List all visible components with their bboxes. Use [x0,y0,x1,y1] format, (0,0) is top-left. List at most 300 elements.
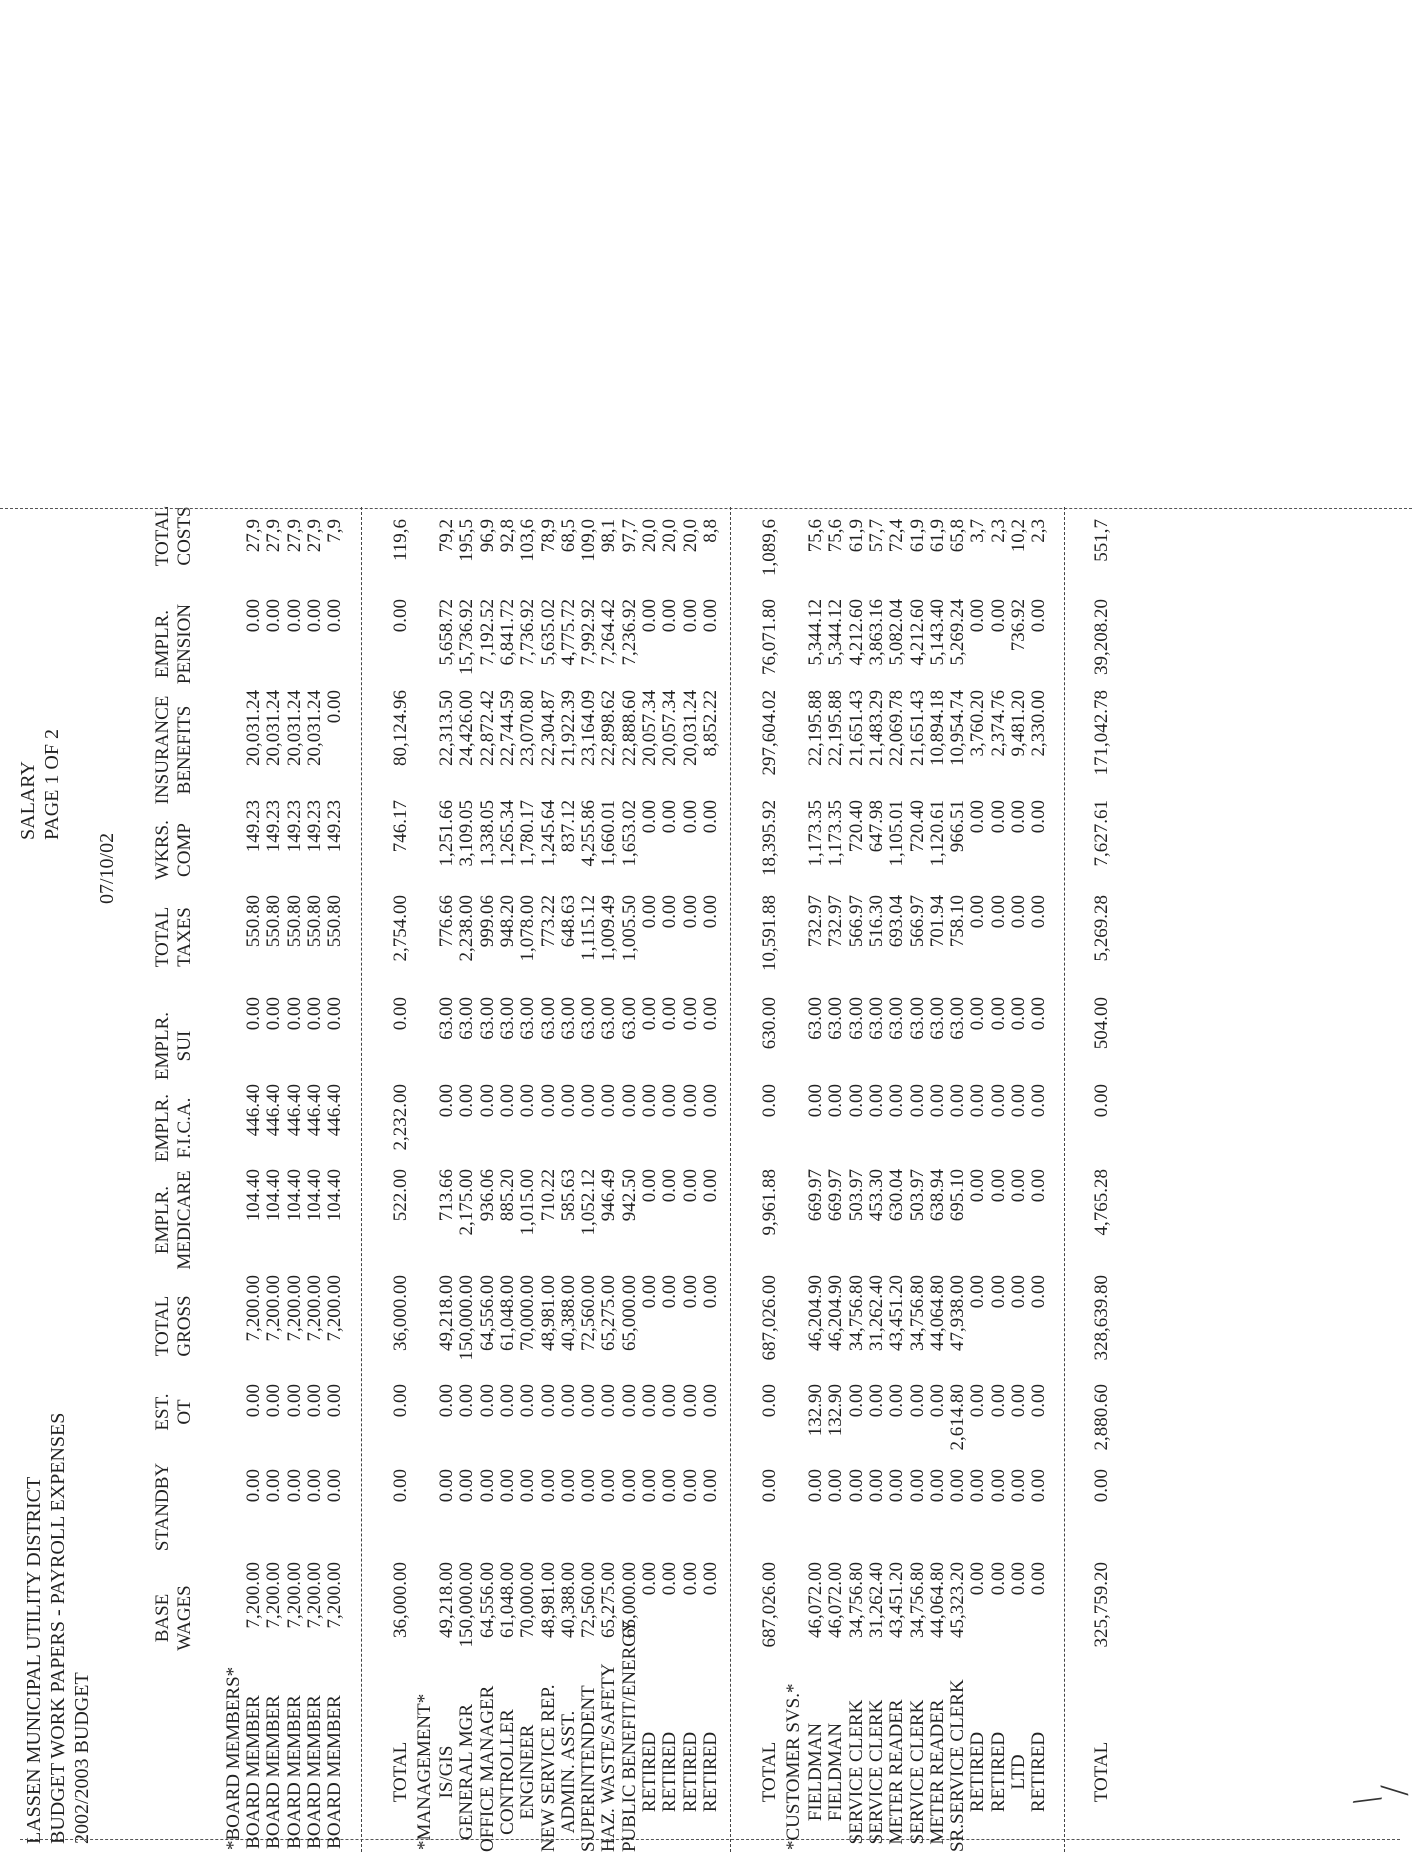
table-row-cell: 65,8 [947,519,969,553]
table-row-cell: 0.00 [639,997,660,1031]
table-row-cell: 20,0 [639,519,660,553]
table-row-cell: 0.00 [699,997,721,1031]
table-row-cell: 0.00 [263,1469,285,1503]
table-row-cell: 0.00 [926,1084,948,1118]
table-row-cell: 446.40 [324,1084,346,1137]
table-row-cell: 49,218.00 [436,1562,457,1638]
table-row-cell: 78,9 [537,519,559,553]
section-divider [361,507,362,1852]
table-row-cell: 104.40 [263,1169,285,1222]
table-row-cell: 0.00 [987,997,1009,1031]
table-row-cell: 638.94 [926,1169,948,1222]
table-row-cell: 2,374.76 [987,690,1009,757]
table-row-cell: 0.00 [496,1384,518,1418]
table-row-cell: 446.40 [263,1084,285,1137]
column-header: OT [174,1399,195,1425]
table-row-cell: 20,0 [659,519,681,553]
table-row-cell: 0.00 [517,1084,539,1118]
table-row-cell: 0.00 [699,1562,721,1596]
table-row-cell: 70,000.00 [517,1275,539,1351]
table-row-cell: 0.00 [1028,800,1050,834]
table-row-cell: 0.00 [243,1469,264,1503]
table-row-cell: 695.10 [947,1169,969,1222]
table-row-cell: 63.00 [886,997,908,1040]
column-header: GROSS [174,1295,195,1357]
table-row-cell: 0.00 [263,599,285,633]
table-row-cell: 630.04 [886,1169,908,1222]
table-row-cell: 1,265.34 [496,800,518,867]
table-row-cell: 0.00 [659,1562,681,1596]
table-row-cell: 0.00 [456,1384,478,1418]
table-row-cell: 0.00 [679,599,701,633]
table-row-cell: 0.00 [926,1384,948,1418]
table-row-cell: 0.00 [1008,1275,1029,1309]
table-row-cell: 63.00 [537,997,559,1040]
table-row-cell: 0.00 [865,1384,887,1418]
table-row-cell: 0.00 [324,690,346,724]
table-row-cell: 0.00 [639,599,660,633]
table-row-cell: 7,9 [324,519,346,543]
table-row-label: OFFICE MANAGER [476,1685,498,1852]
table-row-cell: 0.00 [1028,1084,1050,1118]
table-row-label: GENERAL MGR [456,1704,478,1840]
table-row-cell: 0.00 [243,599,264,633]
table-row-cell: 0.00 [496,1084,518,1118]
table-row-label: SERVICE CLERK [865,1699,887,1845]
table-row-cell: 885.20 [496,1169,518,1222]
table-row-cell: 22,872.42 [476,690,498,766]
table-row-cell: 0.00 [537,1384,559,1418]
table-row-cell: 0.00 [436,1469,457,1503]
table-row-cell: 9,481.20 [1008,690,1029,757]
table-row-cell: 0.00 [699,1275,721,1309]
table-row-cell: 585.63 [557,1169,579,1222]
table-row-cell: 23,070.80 [517,690,539,766]
table-row-cell: 0.00 [1008,997,1029,1031]
table-row-cell: 3,109.05 [456,800,478,867]
total-row-cell: 36,000.00 [390,1562,411,1638]
table-row-cell: 0.00 [845,1384,867,1418]
table-row-cell: 446.40 [283,1084,305,1137]
table-row-cell: 0.00 [987,1469,1009,1503]
table-row-cell: 0.00 [1008,1469,1029,1503]
table-row-cell: 0.00 [659,1169,681,1203]
table-row-cell: 40,388.00 [557,1562,579,1638]
table-row-cell: 2,330.00 [1028,690,1050,757]
table-row-cell: 0.00 [324,1469,346,1503]
total-row-cell: 2,880.60 [1091,1384,1112,1451]
column-header: SUI [174,1030,195,1062]
table-row-cell: 0.00 [967,1384,989,1418]
table-row-cell: 0.00 [679,895,701,929]
org-name: LASSEN MUNICIPAL UTILITY DISTRICT [23,1476,45,1844]
total-row-cell: 0.00 [759,1384,780,1418]
table-row-cell: 5,344.12 [825,599,847,666]
table-row-cell: 0.00 [699,895,721,929]
table-row-cell: 693.04 [886,895,908,948]
table-row-cell: 7,200.00 [283,1562,305,1629]
table-row-cell: 0.00 [987,1169,1009,1203]
table-row-label: HAZ. WASTE/SAFETY [598,1663,620,1852]
table-row-cell: 7,200.00 [324,1562,346,1629]
table-row-cell: 0.00 [598,1469,620,1503]
table-row-cell: 63.00 [496,997,518,1040]
table-row-cell: 0.00 [557,1469,579,1503]
table-row-cell: 1,173.35 [825,800,847,867]
table-row-cell: 1,120.61 [926,800,948,867]
table-row-cell: 0.00 [639,1562,660,1596]
table-row-cell: 566.97 [845,895,867,948]
table-row-cell: 1,173.35 [805,800,826,867]
total-row-cell: 687,026.00 [759,1562,780,1648]
table-row-label: SERVICE CLERK [906,1699,928,1845]
table-row-cell: 0.00 [436,1084,457,1118]
table-row-cell: 0.00 [1028,997,1050,1031]
table-row-cell: 0.00 [1008,800,1029,834]
table-row-cell: 43,451.20 [886,1275,908,1351]
table-row-label: BOARD MEMBER [243,1695,264,1849]
total-row-cell: 0.00 [1091,1469,1112,1503]
table-row-cell: 0.00 [906,1469,928,1503]
total-row-cell: 0.00 [390,1384,411,1418]
column-header: MEDICARE [174,1170,195,1270]
table-row-cell: 149.23 [243,800,264,853]
table-row-cell: 1,009.49 [598,895,620,962]
table-row-cell: 10,894.18 [926,690,948,766]
table-row-cell: 63.00 [618,997,640,1040]
table-row-cell: 0.00 [476,1469,498,1503]
table-row-cell: 46,204.90 [825,1275,847,1351]
table-row-cell: 550.80 [303,895,325,948]
table-row-cell: 2,175.00 [456,1169,478,1236]
table-row-cell: 0.00 [886,1469,908,1503]
table-row-cell: 46,204.90 [805,1275,826,1351]
total-row-cell: 297,604.02 [759,690,780,776]
table-row-cell: 7,200.00 [243,1275,264,1342]
column-header: EMPLR. [152,1185,173,1255]
table-row-cell: 713.66 [436,1169,457,1222]
table-row-cell: 149.23 [324,800,346,853]
total-row-cell: 630.00 [759,997,780,1050]
table-row-cell: 0.00 [987,599,1009,633]
table-row-cell: 96,9 [476,519,498,553]
table-row-cell: 34,756.80 [845,1562,867,1638]
table-row-cell: 0.00 [967,599,989,633]
table-row-cell: 0.00 [476,1384,498,1418]
table-row-cell: 773.22 [537,895,559,948]
table-row-cell: 104.40 [324,1169,346,1222]
table-row-cell: 15,736.92 [456,599,478,675]
table-row-cell: 7,200.00 [303,1562,325,1629]
table-row-cell: 516.30 [865,895,887,948]
table-row-cell: 22,888.60 [618,690,640,766]
table-row-cell: 0.00 [967,800,989,834]
table-row-cell: 65,275.00 [598,1275,620,1351]
table-row-cell: 0.00 [906,1084,928,1118]
table-row-cell: 7,736.92 [517,599,539,666]
table-row-cell: 20,031.24 [303,690,325,766]
table-row-cell: 49,218.00 [436,1275,457,1351]
table-row-label: BOARD MEMBER [324,1695,346,1849]
table-row-cell: 75,6 [805,519,826,553]
table-row-cell: 7,236.92 [618,599,640,666]
table-row-cell: 22,898.62 [598,690,620,766]
table-row-label: METER READER [926,1699,948,1845]
table-row-cell: 550.80 [263,895,285,948]
table-row-cell: 566.97 [906,895,928,948]
table-row-cell: 1,015.00 [517,1169,539,1236]
table-row-cell: 46,072.00 [825,1562,847,1638]
column-header: BENEFITS [174,705,195,795]
table-row-cell: 0.00 [805,1084,826,1118]
pen-mark: ╲ [1353,1789,1382,1811]
table-row-cell: 0.00 [679,1469,701,1503]
table-row-cell: 0.00 [263,997,285,1031]
table-row-cell: 63.00 [805,997,826,1040]
total-row-label: TOTAL [759,1741,780,1803]
table-row-label: ADMIN. ASST. [557,1710,579,1834]
table-row-label: FIELDMAN [805,1722,826,1822]
table-row-cell: 550.80 [243,895,264,948]
table-row-cell: 736.92 [1008,599,1029,652]
table-row-cell: 503.97 [906,1169,928,1222]
table-row-cell: 63.00 [476,997,498,1040]
table-row-cell: 0.00 [1028,1275,1050,1309]
table-row-cell: 776.66 [436,895,457,948]
table-row-cell: 4,212.60 [906,599,928,666]
table-row-cell: 0.00 [886,1384,908,1418]
table-row-cell: 97,7 [618,519,640,553]
table-row-cell: 34,756.80 [845,1275,867,1351]
table-row-cell: 3,863.16 [865,599,887,666]
table-row-cell: 453.30 [865,1169,887,1222]
table-row-cell: 63.00 [947,997,969,1040]
table-row-cell: 44,064.80 [926,1275,948,1351]
table-row-cell: 61,048.00 [496,1562,518,1638]
column-header: COMP [174,823,195,877]
table-row-cell: 1,245.64 [537,800,559,867]
table-row-cell: 550.80 [324,895,346,948]
table-row-cell: 1,078.00 [517,895,539,962]
table-row-cell: 4,775.72 [557,599,579,666]
table-row-cell: 0.00 [283,599,305,633]
table-row-cell: 0.00 [659,1384,681,1418]
table-row-cell: 48,981.00 [537,1275,559,1351]
table-row-cell: 104.40 [283,1169,305,1222]
table-row-cell: 0.00 [436,1384,457,1418]
total-row-cell: 0.00 [759,1469,780,1503]
table-row-cell: 0.00 [699,1469,721,1503]
table-row-label: RETIRED [659,1731,681,1813]
pen-mark: ╱ [1381,1781,1408,1800]
report-date: 07/10/02 [96,832,118,904]
table-row-cell: 0.00 [1008,1562,1029,1596]
table-row-cell: 5,344.12 [805,599,826,666]
table-row-cell: 6,841.72 [496,599,518,666]
table-row-cell: 0.00 [825,1469,847,1503]
table-row-cell: 47,938.00 [947,1275,969,1351]
table-row-cell: 0.00 [578,1084,600,1118]
table-row-cell: 720.40 [845,800,867,853]
table-row-cell: 0.00 [324,997,346,1031]
table-row-cell: 34,756.80 [906,1562,928,1638]
total-row-cell: 746.17 [390,800,411,853]
table-row-cell: 0.00 [659,997,681,1031]
table-row-cell: 0.00 [659,1469,681,1503]
table-row-cell: 0.00 [578,1469,600,1503]
table-row-cell: 0.00 [699,1084,721,1118]
table-row-cell: 34,756.80 [906,1275,928,1351]
table-row-cell: 21,922.39 [557,690,579,766]
table-row-cell: 0.00 [303,1384,325,1418]
table-row-cell: 0.00 [557,1384,579,1418]
table-row-cell: 7,200.00 [303,1275,325,1342]
table-row-cell: 48,981.00 [537,1562,559,1638]
table-row-cell: 68,5 [557,519,579,553]
table-row-cell: 0.00 [845,1084,867,1118]
table-row-cell: 27,9 [303,519,325,553]
section-divider [730,507,731,1852]
table-row-cell: 63.00 [517,997,539,1040]
table-row-cell: 4,212.60 [845,599,867,666]
table-row-cell: 0.00 [639,1384,660,1418]
table-row-cell: 0.00 [618,1084,640,1118]
table-row-cell: 0.00 [456,1084,478,1118]
table-row-cell: 7,264.42 [598,599,620,666]
table-row-cell: 195,5 [456,519,478,562]
table-row-label: SERVICE CLERK [845,1699,867,1845]
table-row-cell: 0.00 [1028,1384,1050,1418]
table-row-cell: 669.97 [805,1169,826,1222]
table-row-cell: 57,7 [865,519,887,553]
table-row-cell: 20,057.34 [639,690,660,766]
total-row-cell: 328,639.80 [1091,1275,1112,1361]
table-row-cell: 0.00 [967,997,989,1031]
table-row-cell: 149.23 [263,800,285,853]
table-row-cell: 149.23 [283,800,305,853]
table-row-cell: 61,048.00 [496,1275,518,1351]
table-row-cell: 0.00 [1008,895,1029,929]
table-row-cell: 446.40 [303,1084,325,1137]
total-row-cell: 18,395.92 [759,800,780,876]
column-header: TAXES [174,907,195,967]
table-row-cell: 0.00 [699,599,721,633]
table-row-label: FIELDMAN [825,1722,847,1822]
table-row-label: BOARD MEMBER [263,1695,285,1849]
total-row-cell: 4,765.28 [1091,1169,1112,1236]
table-row-cell: 0.00 [537,1084,559,1118]
table-row-cell: 20,031.24 [263,690,285,766]
total-row-cell: 10,591.88 [759,895,780,971]
total-row-cell: 325,759.20 [1091,1562,1112,1648]
table-row-cell: 0.00 [1028,1562,1050,1596]
table-row-cell: 758.10 [947,895,969,948]
table-row-cell: 2,3 [1028,519,1050,543]
table-row-cell: 63.00 [436,997,457,1040]
table-row-cell: 3,7 [967,519,989,543]
total-row-cell: 522.00 [390,1169,411,1222]
table-row-label: SR.SERVICE CLERK [947,1679,969,1852]
table-row-cell: 0.00 [283,1384,305,1418]
table-row-cell: 0.00 [476,1084,498,1118]
table-row-cell: 732.97 [825,895,847,948]
table-row-cell: 1,653.02 [618,800,640,867]
table-row-cell: 0.00 [825,1084,847,1118]
table-row-cell: 7,992.92 [578,599,600,666]
column-header: TOTAL [152,906,173,968]
table-row-cell: 10,954.74 [947,690,969,766]
table-row-label: RETIRED [679,1731,701,1813]
table-row-cell: 0.00 [324,599,346,633]
table-row-cell: 0.00 [967,1169,989,1203]
table-row-cell: 0.00 [496,1469,518,1503]
table-row-cell: 0.00 [303,599,325,633]
total-row-cell: 36,000.00 [390,1275,411,1351]
column-header: STANDBY [152,1462,173,1552]
section-title: *MANAGEMENT* [414,1693,435,1850]
table-row-cell: 0.00 [283,1469,305,1503]
table-row-cell: 40,388.00 [557,1275,579,1351]
table-row-cell: 0.00 [659,895,681,929]
table-row-cell: 22,069.78 [886,690,908,766]
table-row-cell: 946.49 [598,1169,620,1222]
table-row-cell: 61,9 [845,519,867,553]
table-row-cell: 63.00 [825,997,847,1040]
page-indicator: PAGE 1 OF 2 [41,729,63,840]
table-row-cell: 0.00 [618,1469,640,1503]
table-row-cell: 150,000.00 [456,1562,478,1648]
table-row-cell: 0.00 [578,1384,600,1418]
table-row-cell: 150,000.00 [456,1275,478,1361]
table-row-cell: 65,275.00 [598,1562,620,1638]
table-row-label: BOARD MEMBER [283,1695,305,1849]
total-row-cell: 9,961.88 [759,1169,780,1236]
table-row-cell: 8,8 [699,519,721,543]
table-row-cell: 0.00 [1028,1469,1050,1503]
table-row-cell: 65,000.00 [618,1562,640,1638]
table-row-cell: 0.00 [283,997,305,1031]
table-row-cell: 0.00 [639,1469,660,1503]
table-row-cell: 701.94 [926,895,948,948]
table-row-cell: 0.00 [303,997,325,1031]
table-row-cell: 132.90 [825,1384,847,1437]
column-header: BASE [152,1593,173,1643]
table-row-label: METER READER [886,1699,908,1845]
table-row-cell: 103,6 [517,519,539,562]
table-row-cell: 0.00 [679,1384,701,1418]
total-row-cell: 0.00 [1091,1084,1112,1118]
table-row-cell: 1,105.01 [886,800,908,867]
table-row-cell: 98,1 [598,519,620,553]
table-row-cell: 92,8 [496,519,518,553]
table-row-cell: 23,164.09 [578,690,600,766]
table-row-cell: 4,255.86 [578,800,600,867]
table-row-cell: 5,269.24 [947,599,969,666]
table-row-cell: 24,426.00 [456,690,478,766]
total-row-cell: 80,124.96 [390,690,411,766]
table-row-cell: 31,262.40 [865,1562,887,1638]
total-row-cell: 171,042.78 [1091,690,1112,776]
section-title: *CUSTOMER SVS.* [783,1683,804,1850]
table-row-cell: 0.00 [639,1169,660,1203]
table-row-label: RETIRED [639,1731,660,1813]
table-row-cell: 2,614.80 [947,1384,969,1451]
total-row-cell: 2,232.00 [390,1084,411,1151]
table-row-cell: 46,072.00 [805,1562,826,1638]
column-header: WAGES [174,1585,195,1651]
table-row-label: ENGINEER [517,1724,539,1820]
table-row-cell: 0.00 [926,1469,948,1503]
